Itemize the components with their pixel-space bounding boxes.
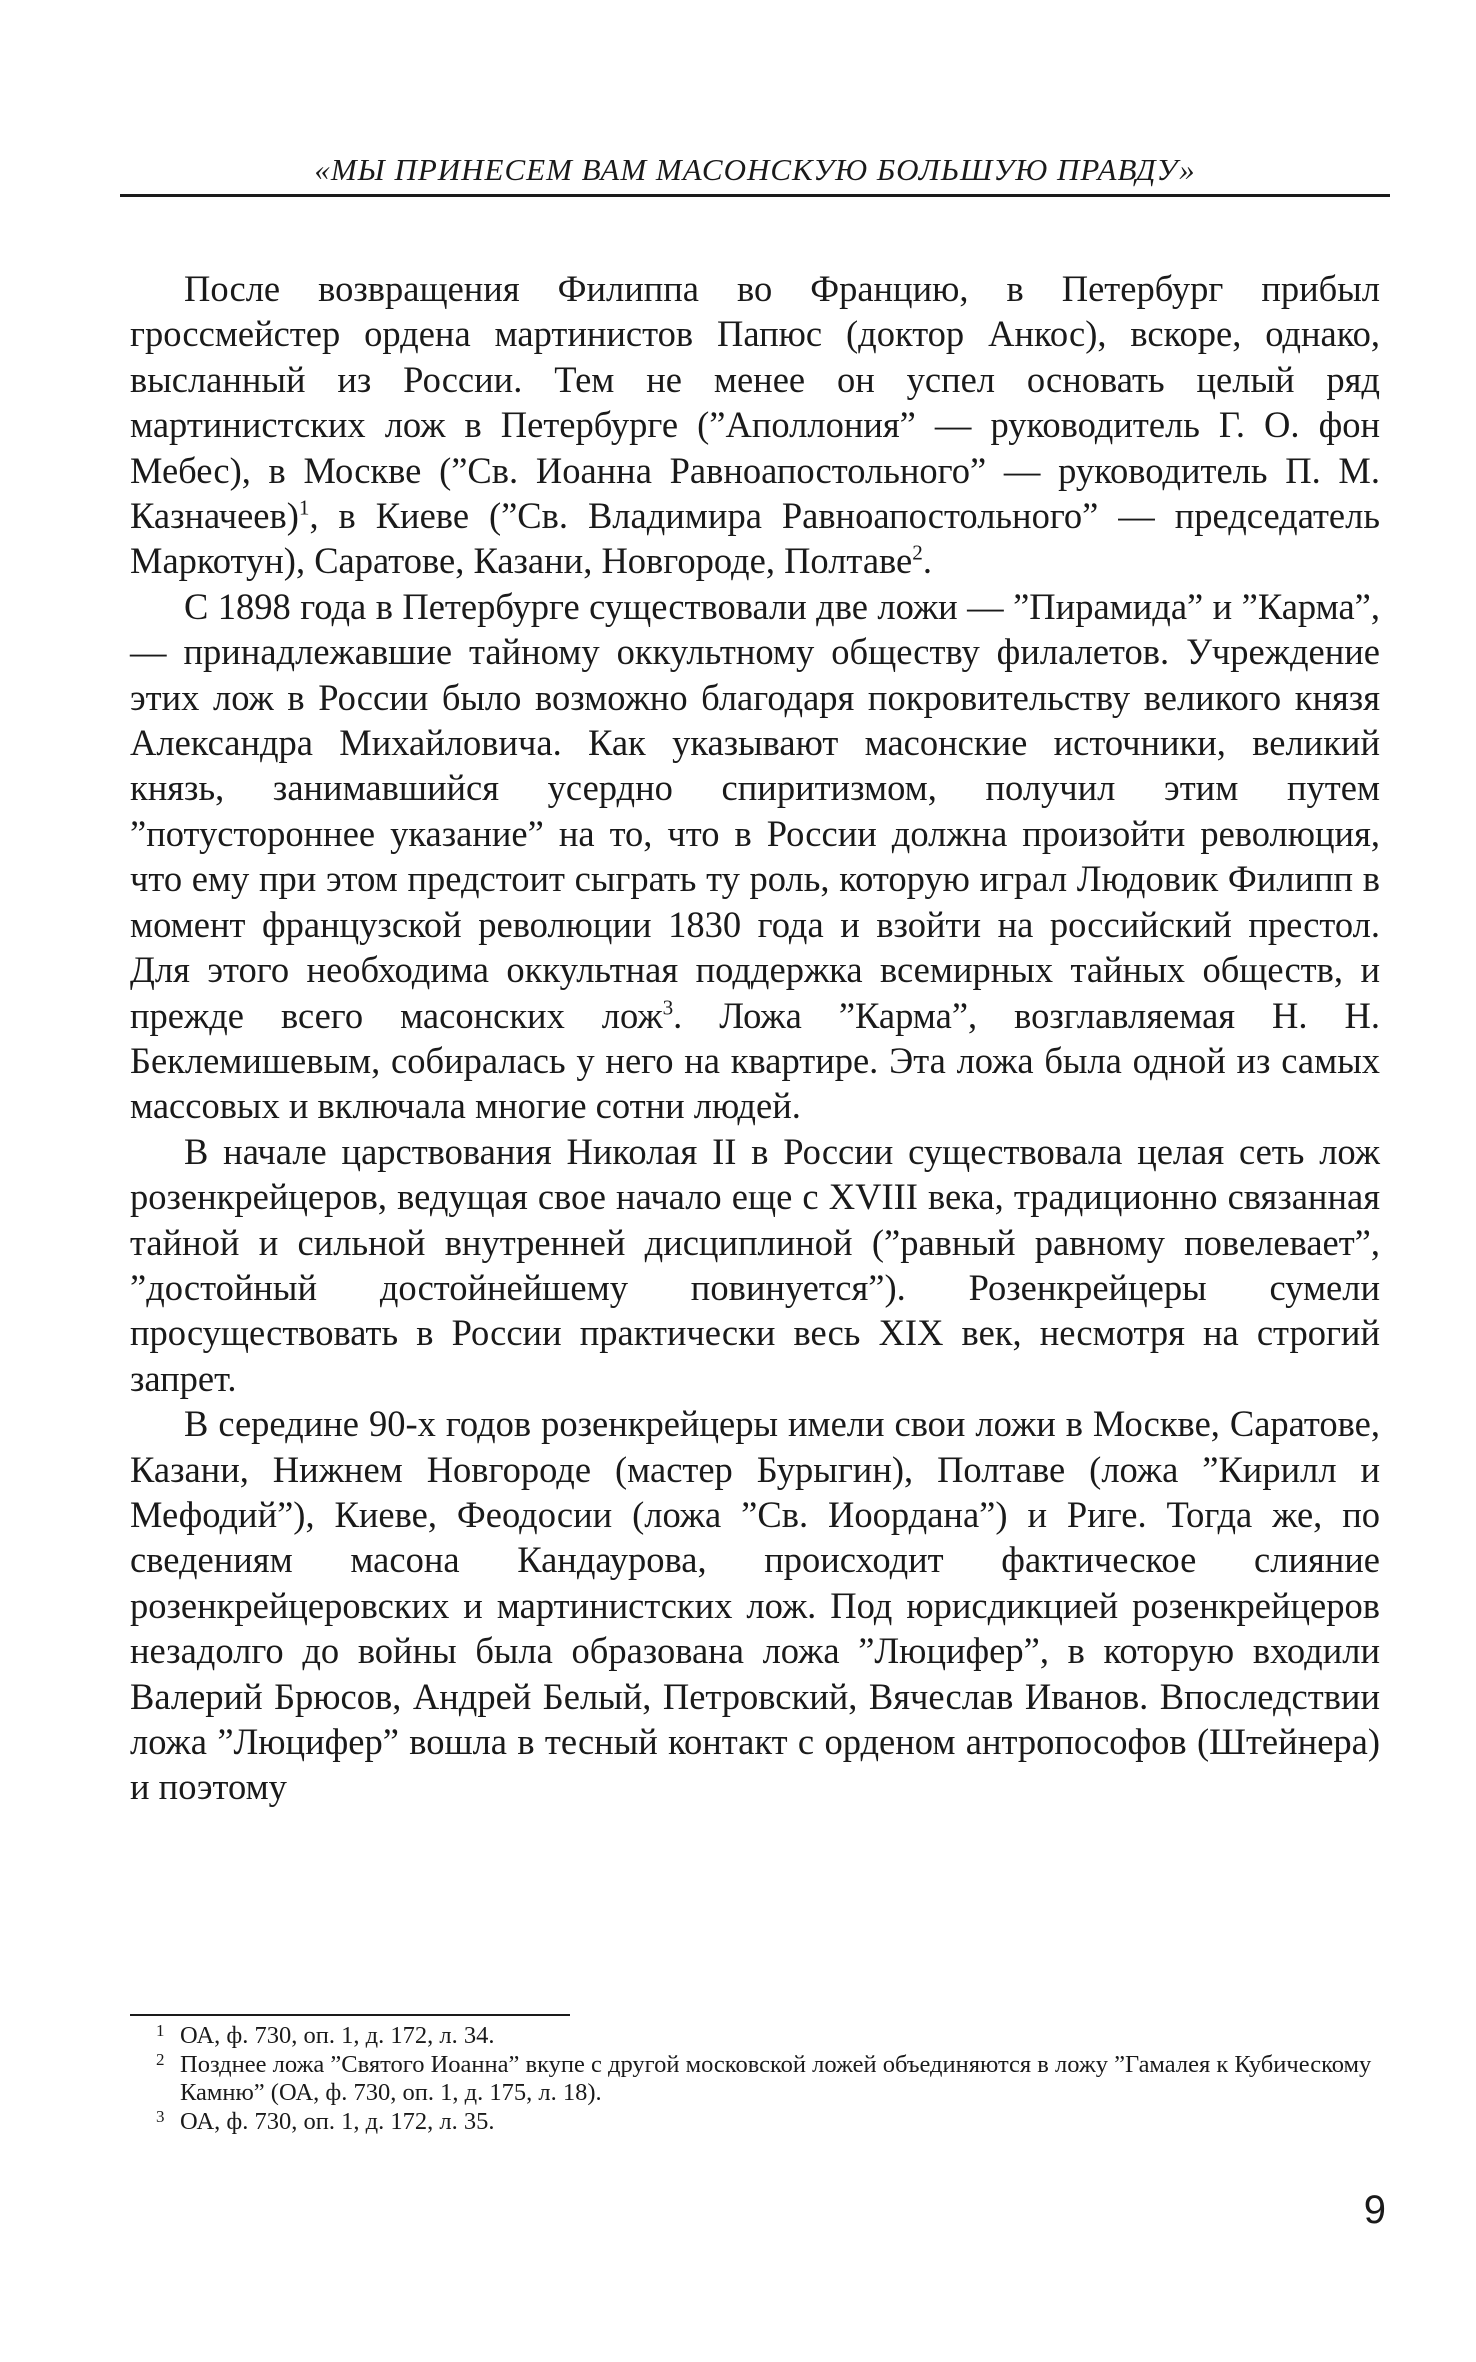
paragraph (130, 584, 1380, 1129)
footnote-text: ОА, ф. 730, оп. 1, д. 172, л. 35. (180, 2107, 495, 2135)
footnote (130, 2108, 1380, 2137)
footnote-text: Позднее ложа ”Святого Иоанна” вкупе с другой московской ложей объединяются в ложу ”Гамалея к Кубическому Камню” (ОА, ф. 730, оп. 1, д. 175, л. 18). (180, 2050, 1372, 2107)
running-head: «МЫ ПРИНЕСЕМ ВАМ МАСОНСКУЮ БОЛЬШУЮ ПРАВДУ» (314, 152, 1196, 187)
text-run: , в Киеве (”Св. Владимира Равноапостольного” — председатель Маркотун), Саратове, Казани, Новгороде, Полтаве (130, 495, 1380, 582)
footnote-number: 2 (156, 2049, 165, 2069)
text-run: . Ложа ”Карма”, возглавляемая Н. Н. Беклемишевым, собиралась у него на квартире. Эта ложа была одной из самых массовых и включала многие сотни людей. (130, 994, 1380, 1127)
page-number: 9 (1363, 2188, 1386, 2232)
footnote (130, 2051, 1380, 2108)
footnote-ref[interactable]: 1 (298, 495, 310, 520)
footnote-rule (130, 2014, 570, 2016)
footnote-number: 3 (156, 2106, 165, 2126)
paragraph (130, 266, 1380, 584)
footnote-text: ОА, ф. 730, оп. 1, д. 172, л. 34. (180, 2022, 495, 2049)
paragraph (130, 1129, 1380, 1401)
text-run: В начале царствования Николая II в России существовала целая сеть лож розенкрейцеров, ведущая свое начало еще с XVIII века, традиционно связанная тайной и сильной внутренней дисциплиной (”равный равному повелевает”, ”достойный достойнейшему повинуется”). Розенкрейцеры сумели просуществовать в России практически весь XIX век, несмотря на строгий запрет. (130, 1130, 1380, 1399)
footnotes (130, 2022, 1380, 2136)
body-text (130, 266, 1380, 1810)
paragraph (130, 1401, 1380, 1810)
footnote-ref[interactable]: 3 (662, 994, 674, 1019)
text-run: С 1898 года в Петербурге существовали две ложи — ”Пирамида” и ”Карма”, — принадлежавшие тайному оккультному обществу филалетов. Учреждение этих лож в России было возможно благодаря покровительству великого князя Александра Михайловича. Как указывают масонские источники, великий князь, занимавшийся усердно спиритизмом, получил этим путем ”потустороннее указание” на то, что в России должна произойти революция, что ему при этом предстоит сыграть ту роль, которую играл Людовик Филипп в момент французской революции 1830 года и взойти на российский престол. Для этого необходима оккультная поддержка всемирных тайных обществ, и прежде всего масонских лож (130, 585, 1380, 1036)
footnote-number: 1 (156, 2021, 165, 2040)
footnote-ref[interactable]: 2 (912, 540, 923, 565)
header-rule (120, 194, 1390, 197)
text-run: В середине 90-х годов розенкрейцеры имели свои ложи в Москве, Саратове, Казани, Нижнем Новгороде (мастер Бурыгин), Полтаве (ложа ”Кирилл и Мефодий”), Киеве, Феодосии (ложа ”Св. Иоордана”) и Риге. Тогда же, по сведениям масона Кандаурова, происходит фактическое слияние розенкрейцеровских и мартинистских лож. Под юрисдикцией розенкрейцеров незадолго до войны была образована ложа ”Люцифер”, в которую входили Валерий Брюсов, Андрей Белый, Петровский, Вячеслав Иванов. Впоследствии ложа ”Люцифер” вошла в тесный контакт с орденом антропософов (Штейнера) и поэтому (130, 1403, 1380, 1808)
text-run: . (922, 540, 932, 582)
text-run: После возвращения Филиппа во Францию, в Петербург прибыл гроссмейстер ордена мартинистов Папюс (доктор Анкос), вскоре, однако, высланный из России. Тем не менее он успел основать целый ряд мартинистских лож в Петербурге (”Аполлония” — руководитель Г. О. фон Мебес), в Москве (”Св. Иоанна Равноапостольного” — руководитель П. М. Казначеев) (130, 268, 1380, 537)
footnote (130, 2022, 1380, 2051)
